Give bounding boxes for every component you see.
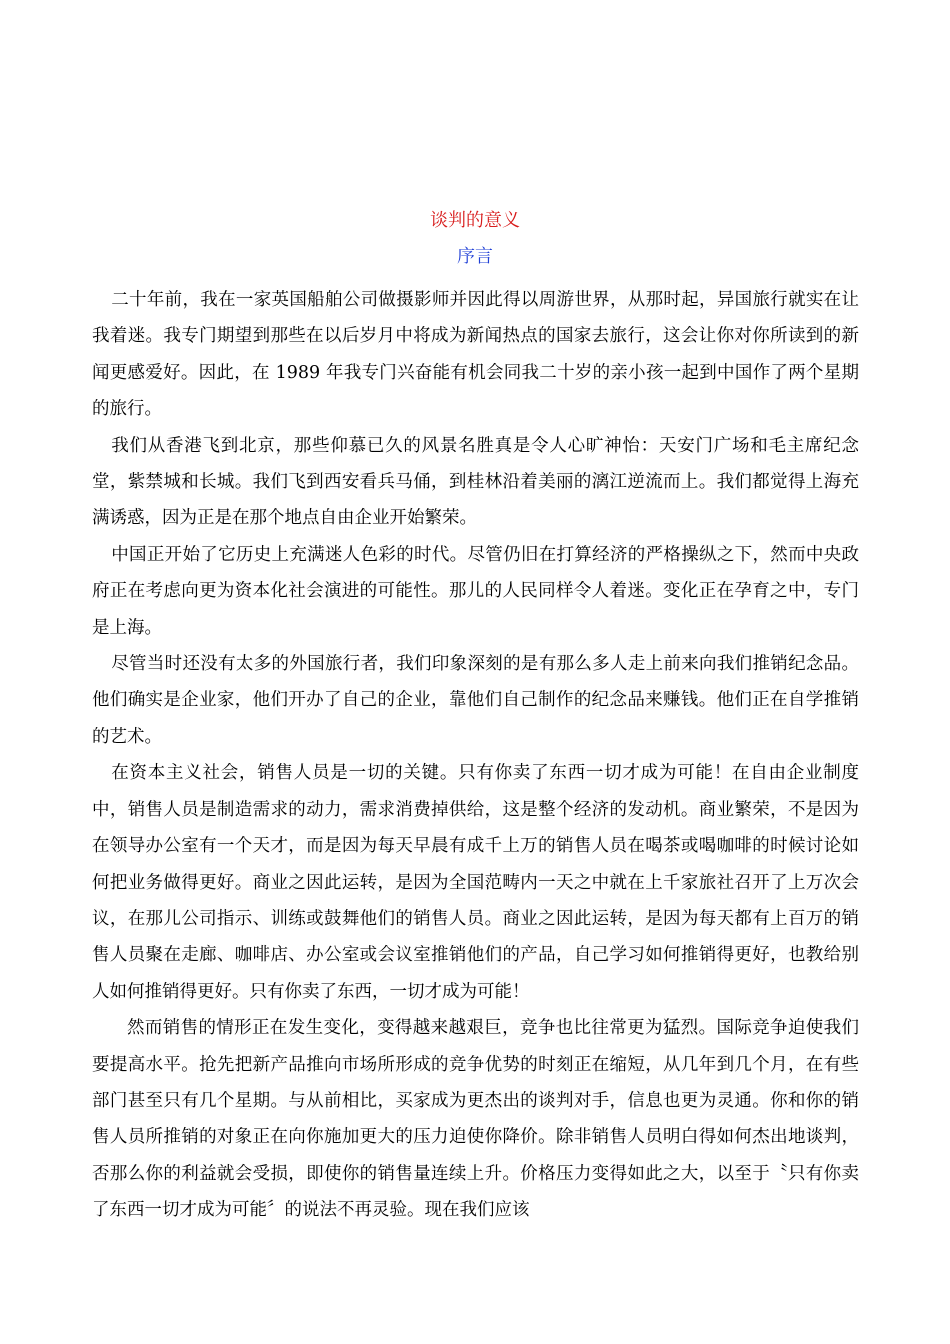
document-subtitle: 序言	[457, 246, 493, 267]
paragraph-1: 二十年前，我在一家英国船舶公司做摄影师并因此得以周游世界，从那时起，异国旅行就实在让我着迷。我专门期望到那些在以后岁月中将成为新闻热点的国家去旅行，这会让你对你所读到的新闻更感爱好。因此，在 1989 年我专门兴奋能有机会同我二十岁的亲小孩一起到中国作了两个星期的旅行。	[92, 290, 859, 420]
paragraph-2: 我们从香港飞到北京，那些仰慕已久的风景名胜真是令人心旷神怡：天安门广场和毛主席纪念堂，紫禁城和长城。我们飞到西安看兵马俑，到桂林沿着美丽的漓江逆流而上。我们都觉得上海充满诱惑，因为正是在那个地点自由企业开始繁荣。	[92, 435, 859, 529]
paragraph-4: 尽管当时还没有太多的外国旅行者，我们印象深刻的是有那么多人走上前来向我们推销纪念品。他们确实是企业家，他们开办了自己的企业，靠他们自己制作的纪念品来赚钱。他们正在自学推销的艺术。	[92, 654, 859, 747]
document-title: 谈判的意义	[430, 210, 520, 231]
paragraph-3: 中国正开始了它历史上充满迷人色彩的时代。尽管仍旧在打算经济的严格操纵之下，然而中央政府正在考虑向更为资本化社会演进的可能性。那儿的人民同样令人着迷。变化正在孕育之中，专门是上海。	[92, 544, 859, 638]
document-body	[92, 282, 859, 1229]
paragraph-6: 然而销售的情形正在发生变化，变得越来越艰巨，竞争也比往常更为猛烈。国际竞争迫使我们要提高水平。抢先把新产品推向市场所形成的竞争优势的时刻正在缩短，从几年到几个月，在有些部门甚至只有几个星期。与从前相比，买家成为更杰出的谈判对手，信息也更为灵通。你和你的销售人员所推销的对象正在向你施加更大的压力迫使你降价。除非销售人员明白得如何杰出地谈判，否那么你的利益就会受损，即使你的销售量连续上升。价格压力变得如此之大，以至于〝只有你卖了东西一切才成为可能〞的说法不再灵验。现在我们应该	[92, 1018, 859, 1221]
paragraph-5: 在资本主义社会，销售人员是一切的关键。只有你卖了东西一切才成为可能！在自由企业制度中，销售人员是制造需求的动力，需求消费掉供给，这是整个经济的发动机。商业繁荣，不是因为在领导办公室有一个天才，而是因为每天早晨有成千上万的销售人员在喝茶或喝咖啡的时候讨论如何把业务做得更好。商业之因此运转，是因为全国范畴内一天之中就在上千家旅社召开了上万次会议，在那儿公司指示、训练或鼓舞他们的销售人员。商业之因此运转，是因为每天都有上百万的销售人员聚在走廊、咖啡店、办公室或会议室推销他们的产品，自己学习如何推销得更好，也教给别人如何推销得更好。只有你卖了东西，一切才成为可能！	[92, 763, 859, 1002]
